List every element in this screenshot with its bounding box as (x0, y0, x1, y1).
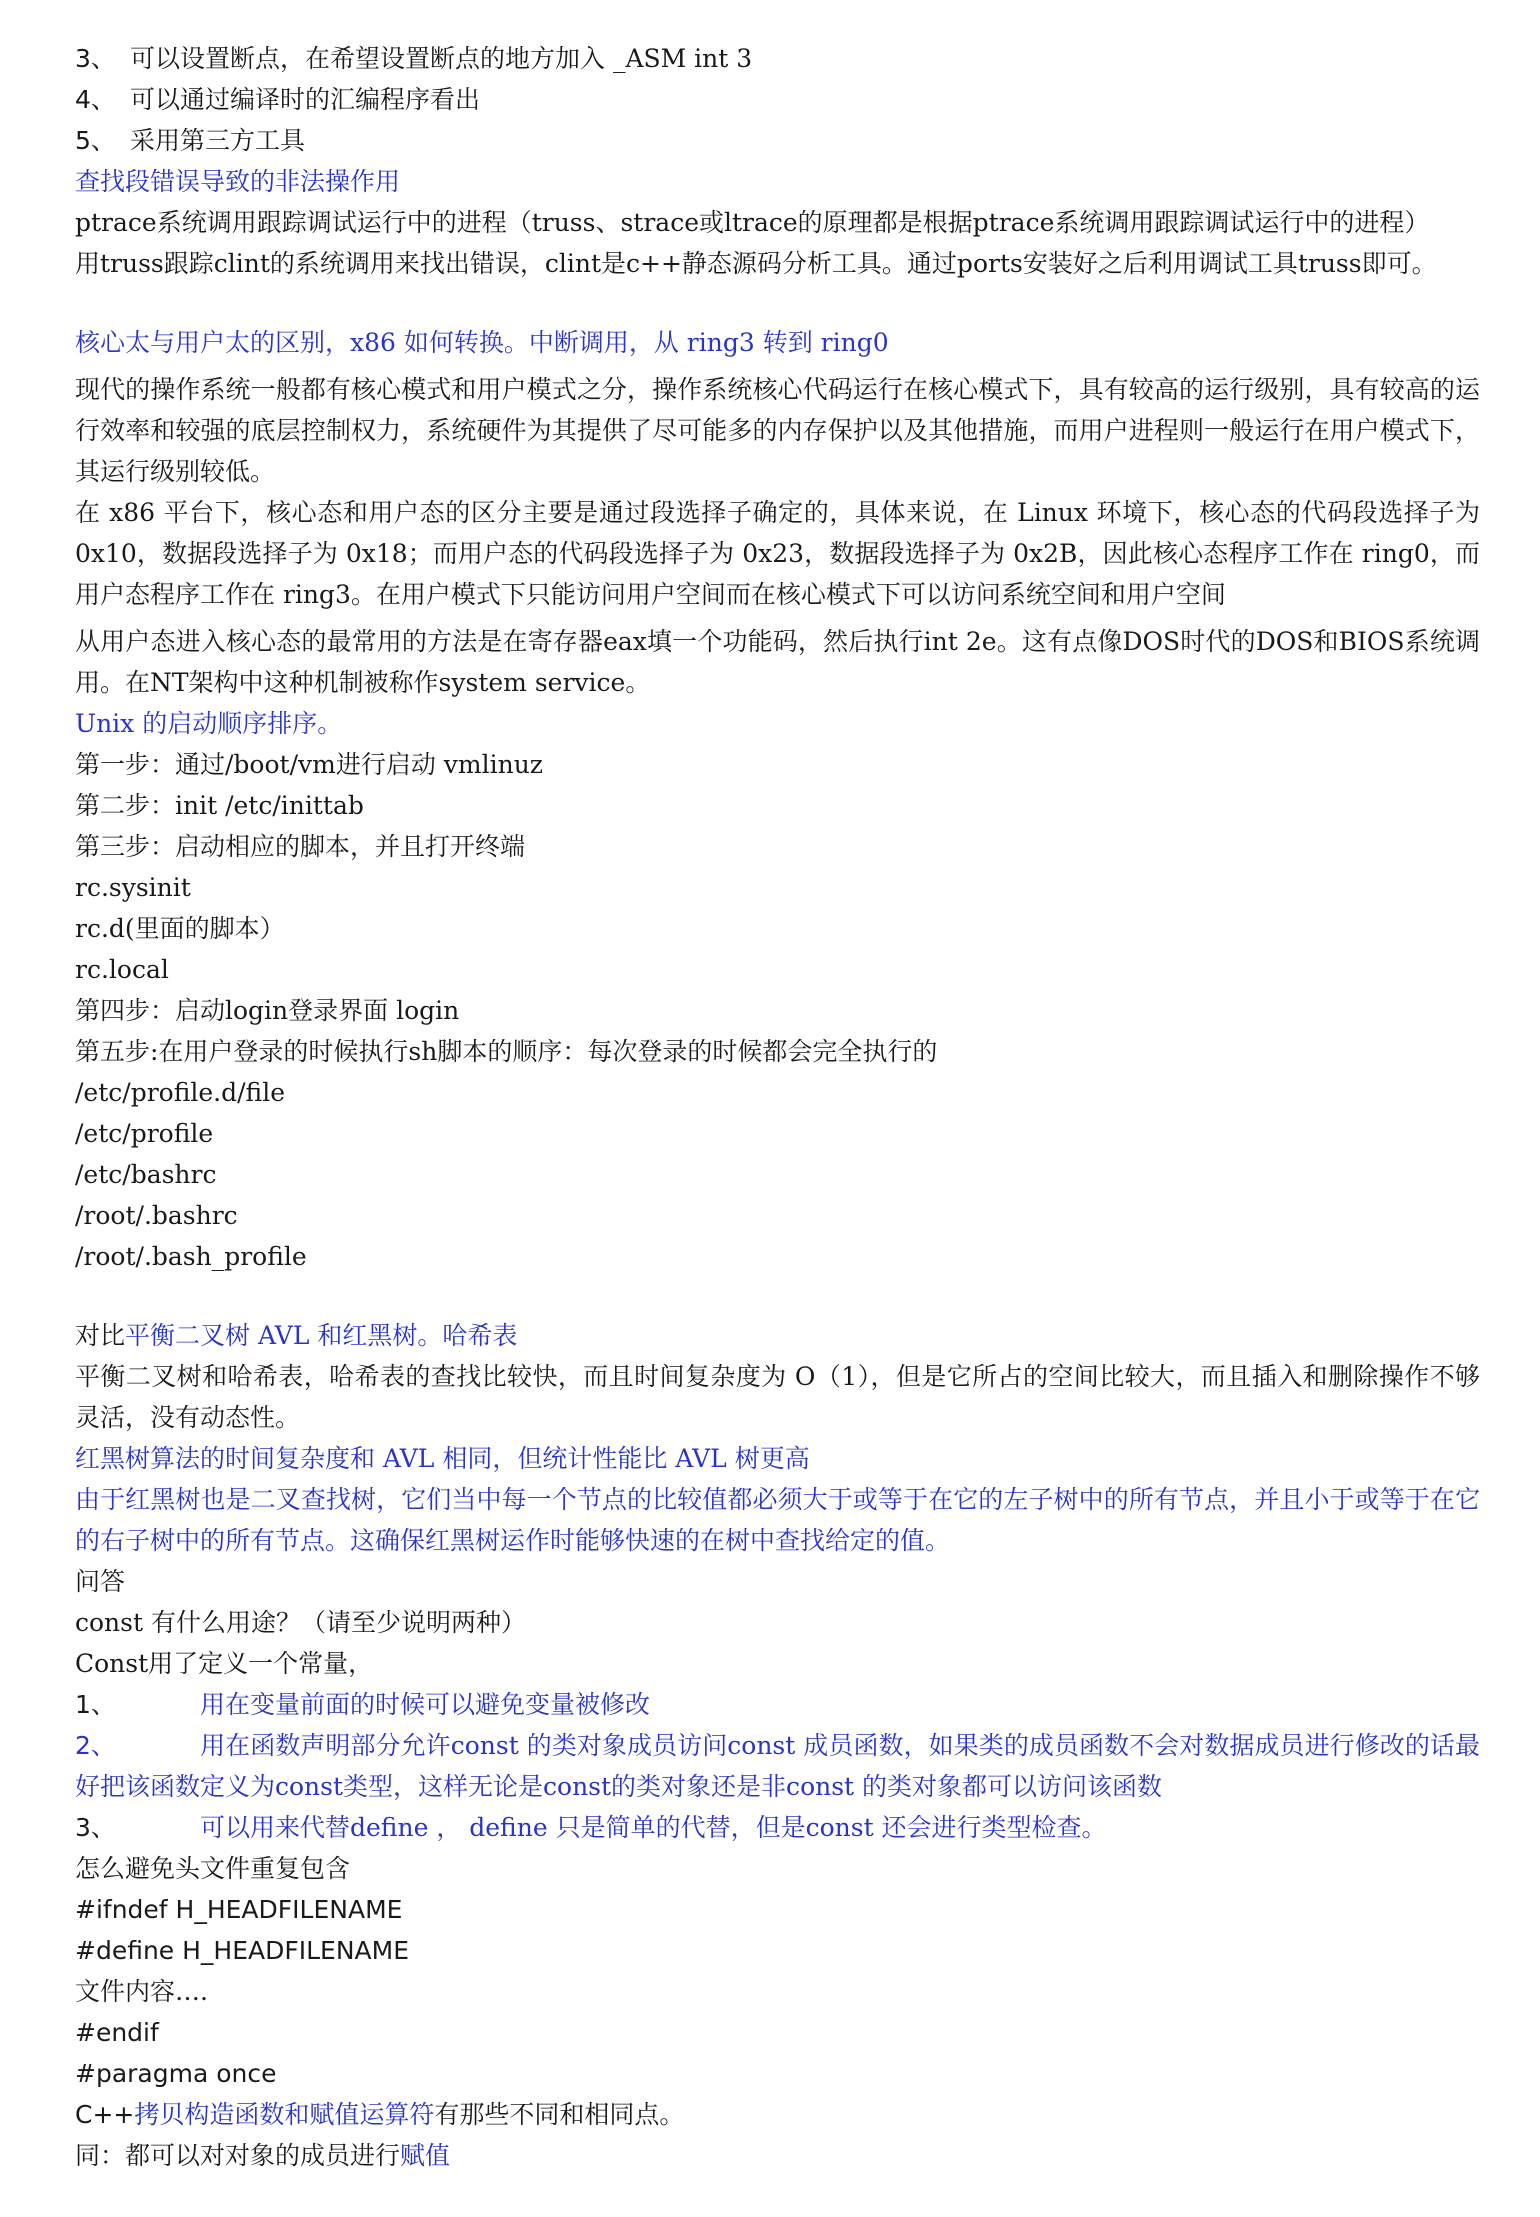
list-number: 3、 (75, 44, 116, 73)
list-item (75, 1725, 1480, 1807)
paragraph: 平衡二叉树和哈希表，哈希表的查找比较快，而且时间复杂度为 O（1），但是它所占的空间比较大，而且插入和删除操作不够灵活，没有动态性。 (75, 1362, 1480, 1432)
heading-prefix: 对比 (75, 1321, 126, 1350)
code-line: 文件内容…. (75, 1977, 208, 2006)
spacer (75, 284, 1480, 322)
section-heading (75, 2094, 1480, 2135)
list-item (75, 1684, 1480, 1725)
list-item: /etc/bashrc (75, 1160, 217, 1189)
paragraph-link-text: 赋值 (400, 2141, 451, 2170)
paragraph (75, 2135, 1480, 2176)
list-item (75, 1807, 1480, 1848)
list-text: 可以用来代替define ， define 只是简单的代替，但是const 还会进行类型检查。 (200, 1813, 1107, 1842)
section-heading: Unix 的启动顺序排序。 (75, 709, 343, 738)
list-number: 5、 (75, 126, 116, 155)
code-line: #endif (75, 2018, 159, 2047)
list-item: 第三步：启动相应的脚本，并且打开终端 (75, 832, 526, 861)
section-heading: 怎么避免头文件重复包含 (75, 1854, 351, 1883)
heading-link-text: 平衡二叉树 AVL 和红黑树。哈希表 (125, 1321, 518, 1350)
list-number: 3、 (75, 1813, 116, 1842)
list-number: 1、 (75, 1690, 116, 1719)
section-heading (75, 1315, 1480, 1356)
paragraph: Const用了定义一个常量， (75, 1649, 374, 1678)
list-text: 用在变量前面的时候可以避免变量被修改 (200, 1690, 651, 1719)
list-item: 第一步：通过/boot/vm进行启动 vmlinuz (75, 750, 543, 779)
list-item: 第四步：启动login登录界面 login (75, 996, 460, 1025)
list-item (75, 120, 1480, 161)
list-item: rc.sysinit (75, 873, 191, 902)
list-text: 可以通过编译时的汇编程序看出 (130, 85, 481, 114)
section-heading: 查找段错误导致的非法操作用 (75, 167, 401, 196)
list-item: rc.local (75, 955, 169, 984)
list-text: 用在函数声明部分允许const 的类对象成员访问const 成员函数，如果类的成员函数不会对数据成员进行修改的话最好把该函数定义为const类型，这样无论是const的类对象还是非const 的类对象都可以访问该函数 (75, 1731, 1480, 1801)
list-item: /root/.bashrc (75, 1201, 238, 1230)
list-item: 第二步：init /etc/inittab (75, 791, 364, 820)
heading-link-text: 拷贝构造函数和赋值运算符 (134, 2100, 435, 2129)
list-item: /etc/profile.d/file (75, 1078, 285, 1107)
section-heading: 红黑树算法的时间复杂度和 AVL 相同，但统计性能比 AVL 树更高 (75, 1444, 810, 1473)
list-item (75, 38, 1480, 79)
list-item: /root/.bash_profile (75, 1242, 307, 1271)
list-item: /etc/profile (75, 1119, 214, 1148)
heading-prefix: C++ (75, 2100, 135, 2129)
section-heading: 核心太与用户太的区别，x86 如何转换。中断调用，从 ring3 转到 ring0 (75, 328, 889, 357)
list-text: 可以设置断点，在希望设置断点的地方加入 _ASM int 3 (130, 44, 753, 73)
paragraph: ptrace系统调用跟踪调试运行中的进程（truss、strace或ltrace的原理都是根据ptrace系统调用跟踪调试运行中的进程） (75, 208, 1430, 237)
paragraph: 从用户态进入核心态的最常用的方法是在寄存器eax填一个功能码，然后执行int 2e。这有点像DOS时代的DOS和BIOS系统调用。在NT架构中这种机制被称作system service。 (75, 627, 1480, 697)
paragraph: 由于红黑树也是二叉查找树，它们当中每一个节点的比较值都必须大于或等于在它的左子树中的所有节点，并且小于或等于在它的右子树中的所有节点。这确保红黑树运作时能够快速的在树中查找给定的值。 (75, 1485, 1480, 1555)
heading-suffix: 有那些不同和相同点。 (434, 2100, 685, 2129)
list-item (75, 79, 1480, 120)
list-text: 采用第三方工具 (130, 126, 306, 155)
spacer (75, 1277, 1480, 1315)
code-line: #paragma once (75, 2059, 277, 2088)
section-heading: 问答 (75, 1567, 126, 1596)
list-number: 2、 (75, 1731, 116, 1760)
question: const 有什么用途？（请至少说明两种） (75, 1608, 526, 1637)
list-item: 第五步:在用户登录的时候执行sh脚本的顺序：每次登录的时候都会完全执行的 (75, 1037, 938, 1066)
paragraph: 现代的操作系统一般都有核心模式和用户模式之分，操作系统核心代码运行在核心模式下，具有较高的运行级别，具有较高的运行效率和较强的底层控制权力，系统硬件为其提供了尽可能多的内存保护以及其他措施，而用户进程则一般运行在用户模式下，其运行级别较低。 (75, 375, 1480, 486)
code-line: #define H_HEADFILENAME (75, 1936, 410, 1965)
code-line: #ifndef H_HEADFILENAME (75, 1895, 403, 1924)
list-item: rc.d(里面的脚本） (75, 914, 285, 943)
list-number: 4、 (75, 85, 116, 114)
paragraph: 在 x86 平台下，核心态和用户态的区分主要是通过段选择子确定的，具体来说，在 Linux 环境下，核心态的代码段选择子为 0x10，数据段选择子为 0x18；而用户态的代码段选择子为 0x23，数据段选择子为 0x2B，因此核心态程序工作在 ring0，而用户态程序工作在 ring3。在用户模式下只能访问用户空间而在核心模式下可以访问系统空间和用户空间 (75, 498, 1480, 609)
paragraph-text: 同：都可以对对象的成员进行 (75, 2141, 401, 2170)
paragraph: 用truss跟踪clint的系统调用来找出错误，clint是c++静态源码分析工具。通过ports安装好之后利用调试工具truss即可。 (75, 249, 1437, 278)
